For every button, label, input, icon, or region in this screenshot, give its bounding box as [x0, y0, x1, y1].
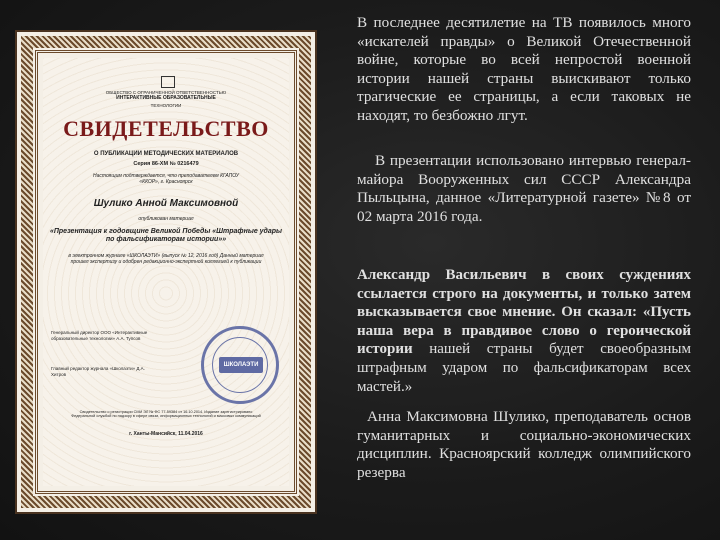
certificate-footer: Свидетельство о регистрации СМИ ЭЛ № ФС 77-59384 от 16.10.2014. Издание зарегистрировано Федеральной службой по надзору в сфере связи, информационных технологий и массовых коммуникаций [71, 410, 261, 419]
paragraph-author: Анна Максимовна Шулико, преподаватель основ гуманитарных и социально-экономических дисциплин. Красноярский колледж олимпийского резерва [357, 408, 691, 481]
certificate-series: Серия 86-ХМ № 0216479 [133, 161, 199, 167]
certificate-published-note: опубликован материал [138, 216, 194, 222]
certificate-body [43, 58, 289, 486]
certificate-confirm: Настоящим подтверждается, что преподавателем КГАПОУ «ККОР», г. Красноярск [93, 173, 239, 185]
certificate-org-line3: ТЕХНОЛОГИИ [150, 103, 182, 108]
quote-bold-text: Александр Васильевич в своих суждениях ссылается строго на документы, и только затем высказывается свое мнение. Он сказал: «Пусть наша вера в правдивое слово о героической истории [357, 267, 691, 358]
certificate-image [15, 30, 317, 514]
certificate-subtitle: О ПУБЛИКАЦИИ МЕТОДИЧЕСКИХ МАТЕРИАЛОВ [93, 151, 239, 157]
certificate-work-title: «Презентация к годовщине Великой Победы «Штрафные удары по фальсификаторам истории»» [49, 228, 283, 244]
paragraph-quote [357, 266, 691, 396]
stamp-label: ШКОЛАЭТИ [219, 357, 263, 373]
certificate-title: СВИДЕТЕЛЬСТВО [63, 116, 269, 141]
certificate-city-date: г. Ханты-Мансийск, 11.04.2016 [129, 431, 203, 437]
certificate-editor: Главный редактор журнала «Школаэти» Д.А. Хитров [51, 366, 145, 377]
certificate-org-line2: ИНТЕРАКТИВНЫЕ ОБРАЗОВАТЕЛЬНЫЕ [116, 95, 216, 101]
certificate-director: Генеральный директор ООО «Интерактивные образовательные технологии» А.А. Тупсов [51, 330, 148, 341]
paragraph-interview: В презентации использовано интервью генерал-майора Вооруженных сил СССР Александра Пыльцына, данное «Литературной газете» №8 от 02 марта 2016 года. [357, 152, 691, 225]
stamp-seal-icon [201, 326, 279, 404]
quote-normal-text: нашей страны будет своеобразным штрафным ударом по фальсификаторам всех мастей.» [357, 341, 691, 395]
organization-logo-icon [161, 76, 175, 88]
certificate-org-line1: ОБЩЕСТВО С ОГРАНИЧЕННОЙ ОТВЕТСТВЕННОСТЬЮ [105, 90, 227, 95]
certificate-journal-info: в электронном журнале «ШКОЛАЭТИ» (выпуск № 12, 2016 год) Данный материал прошел экспертизу и одобрен редакционно-экспертной коллегией к публикации [68, 253, 264, 265]
certificate-recipient-name: Шулико Анной Максимовной [93, 198, 239, 209]
paragraph-intro: В последнее десятилетие на ТВ появилось много «искателей правды» о Великой Отечественной войне, которые во всей непростой военной истории нашей страны выискивают только трагические ее страницы, а если таковых не находят, то безбожно лгут. [357, 14, 691, 124]
